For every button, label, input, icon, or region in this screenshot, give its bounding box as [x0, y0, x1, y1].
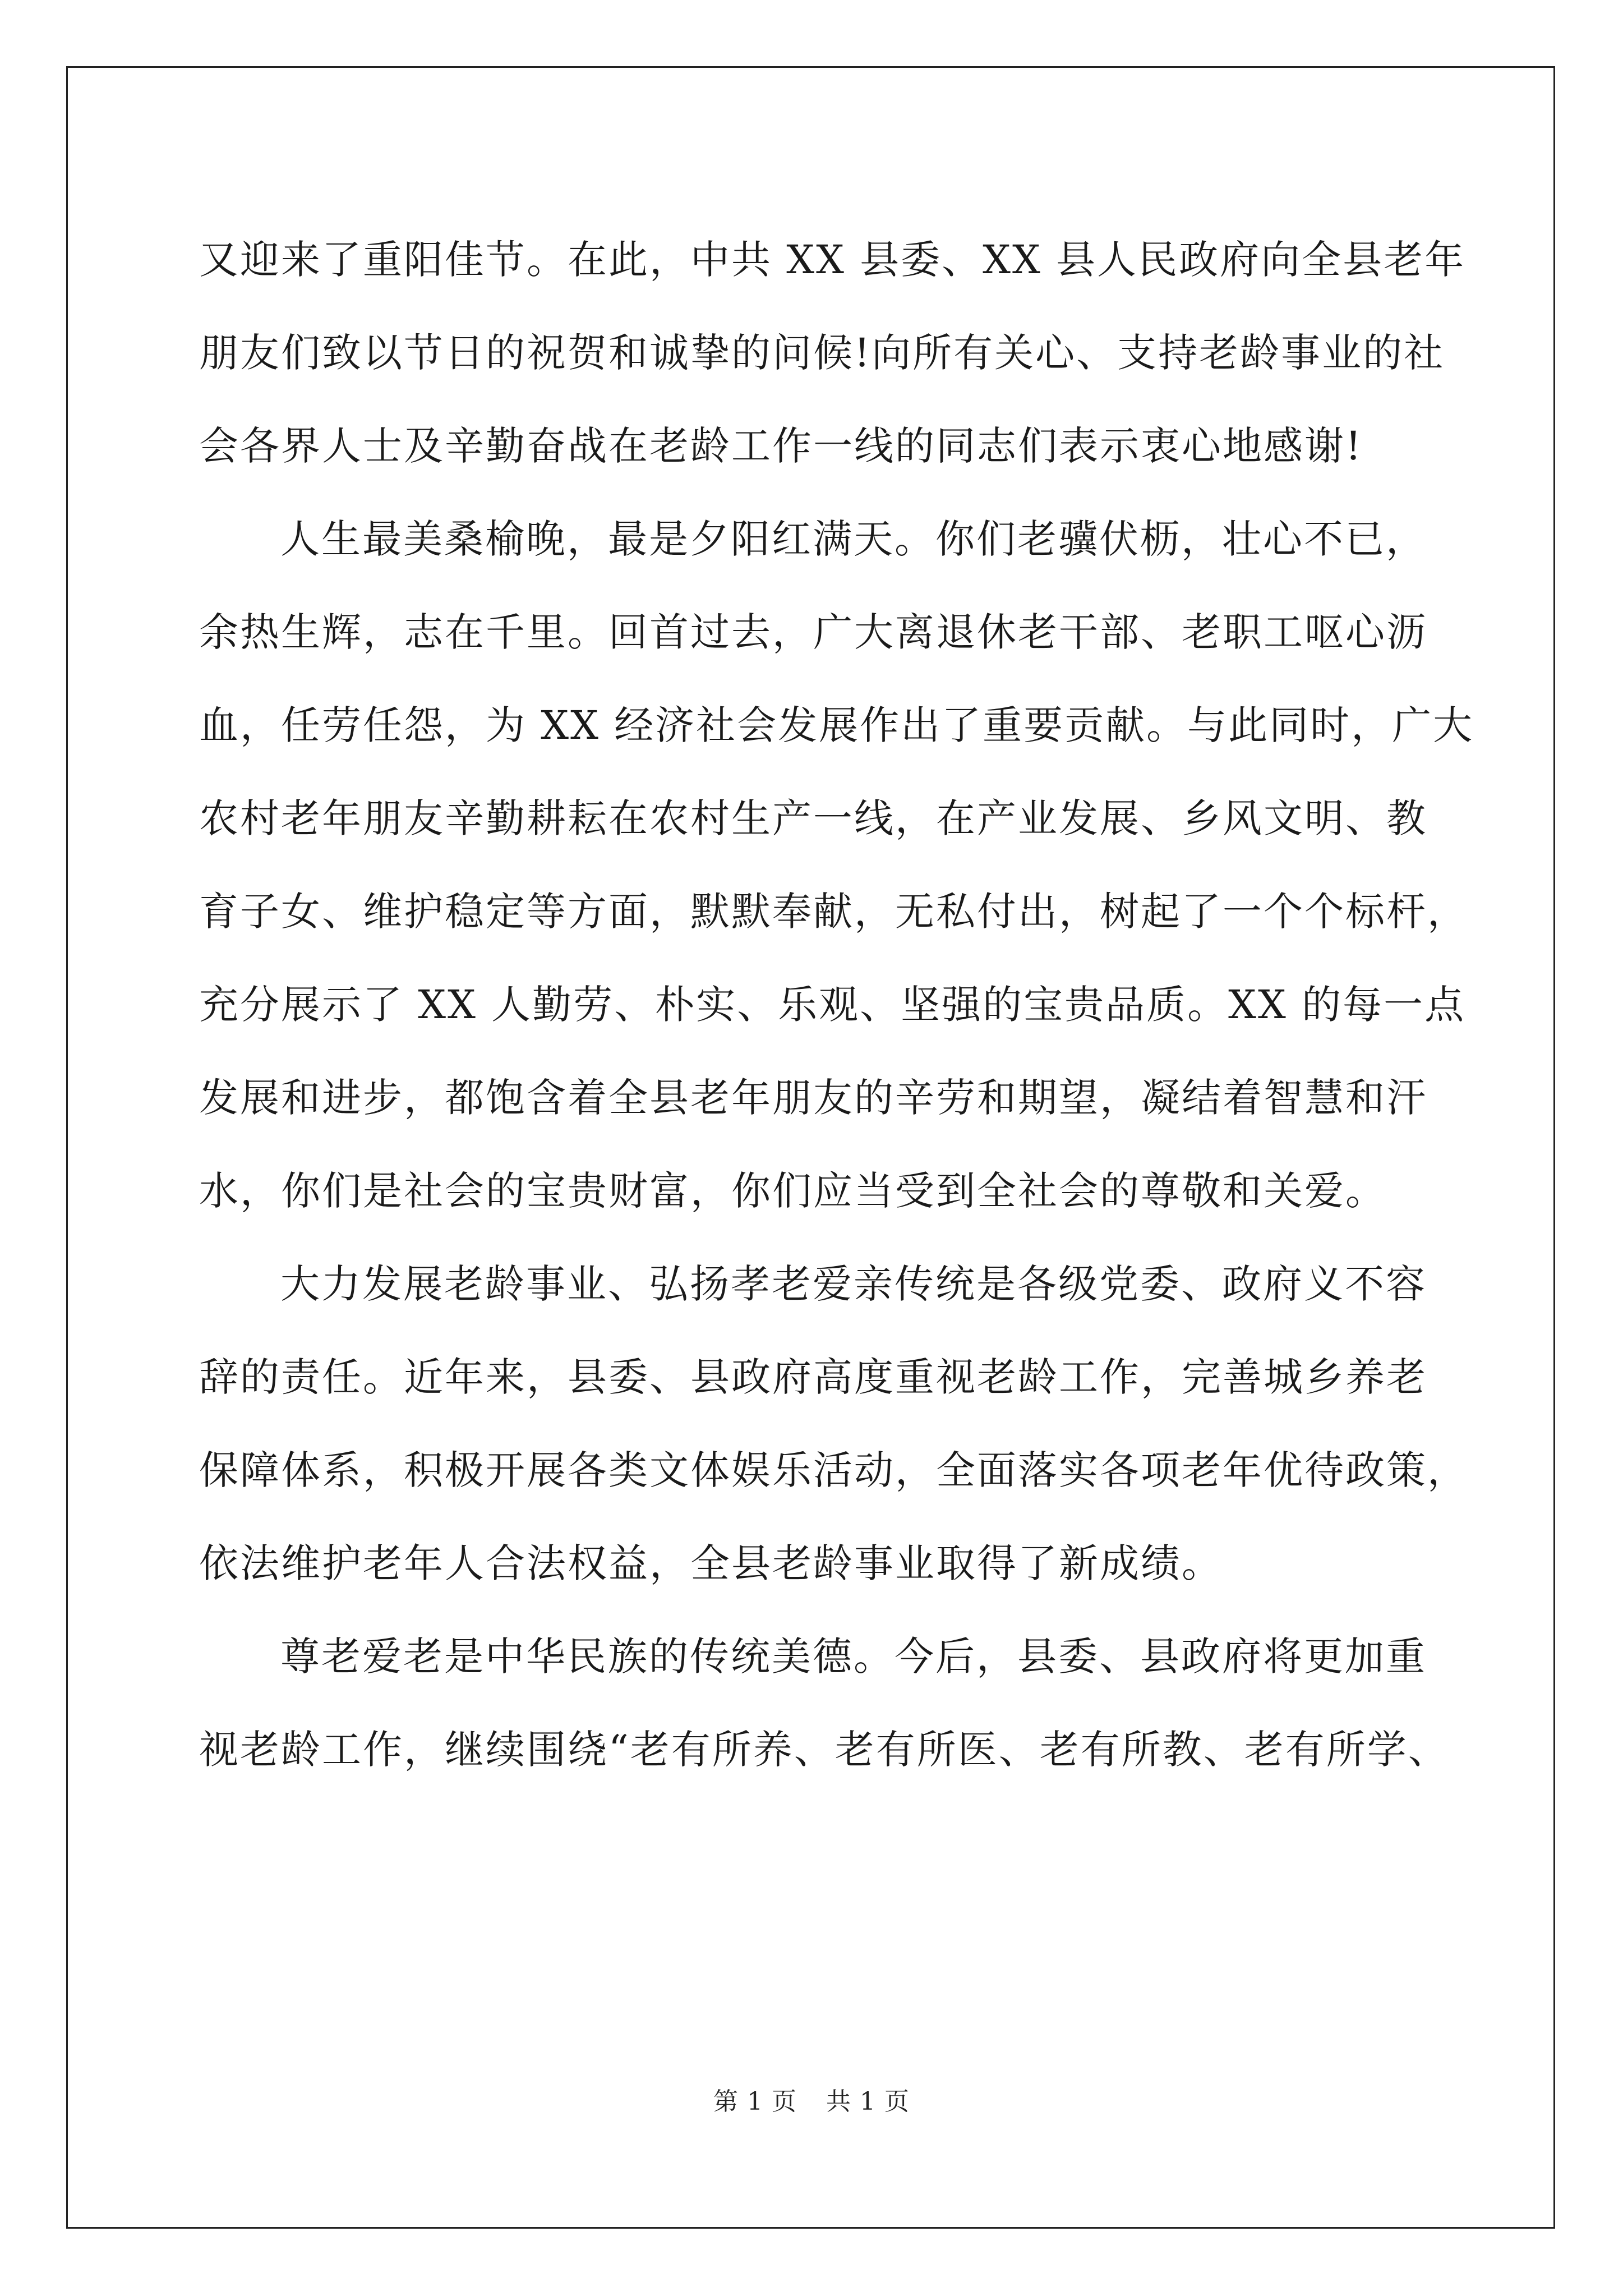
- page-number-current: 第 1 页: [713, 2087, 797, 2116]
- text-line: 会各界人士及辛勤奋战在老龄工作一线的同志们表示衷心地感谢!: [199, 423, 1363, 469]
- text-line: 血，任劳任怨，为 XX 经济社会发展作出了重要贡献。与此同时，广大: [199, 702, 1474, 748]
- paragraph-first-line: 人生最美桑榆晚，最是夕阳红满天。你们老骥伏枥，壮心不已，: [280, 516, 1427, 562]
- text-line: 水，你们是社会的宝贵财富，你们应当受到全社会的尊敬和关爱。: [199, 1168, 1386, 1214]
- text-line: 农村老年朋友辛勤耕耘在农村生产一线，在产业发展、乡风文明、教: [199, 795, 1427, 841]
- text-line: 又迎来了重阳佳节。在此，中共 XX 县委、XX 县人民政府向全县老年: [199, 237, 1466, 283]
- text-line: 发展和进步，都饱含着全县老年朋友的辛劳和期望，凝结着智慧和汗: [199, 1075, 1427, 1121]
- text-line: 育子女、维护稳定等方面，默默奉献，无私付出，树起了一个个标杆，: [199, 889, 1468, 935]
- page-number-total: 共 1 页: [826, 2087, 910, 2116]
- text-line: 辞的责任。近年来，县委、县政府高度重视老龄工作，完善城乡养老: [199, 1354, 1427, 1400]
- document-body: [199, 213, 1474, 1796]
- text-line: 保障体系，积极开展各类文体娱乐活动，全面落实各项老年优待政策，: [199, 1447, 1468, 1493]
- paragraph-first-line: 尊老爱老是中华民族的传统美德。今后，县委、县政府将更加重: [280, 1634, 1427, 1680]
- paragraph-first-line: 大力发展老龄事业、弘扬孝老爱亲传统是各级党委、政府义不容: [280, 1261, 1427, 1307]
- text-line: 朋友们致以节日的祝贺和诚挚的问候!向所有关心、支持老龄事业的社: [199, 330, 1445, 376]
- text-line: 依法维护老年人合法权益，全县老龄事业取得了新成绩。: [199, 1540, 1223, 1586]
- text-line: 充分展示了 XX 人勤劳、朴实、乐观、坚强的宝贵品质。XX 的每一点: [199, 982, 1466, 1028]
- text-line: 余热生辉，志在千里。回首过去，广大离退休老干部、老职工呕心沥: [199, 609, 1427, 655]
- page-footer: [0, 2081, 1623, 2117]
- text-line: 视老龄工作，继续围绕“老有所养、老有所医、老有所教、老有所学、: [199, 1727, 1449, 1773]
